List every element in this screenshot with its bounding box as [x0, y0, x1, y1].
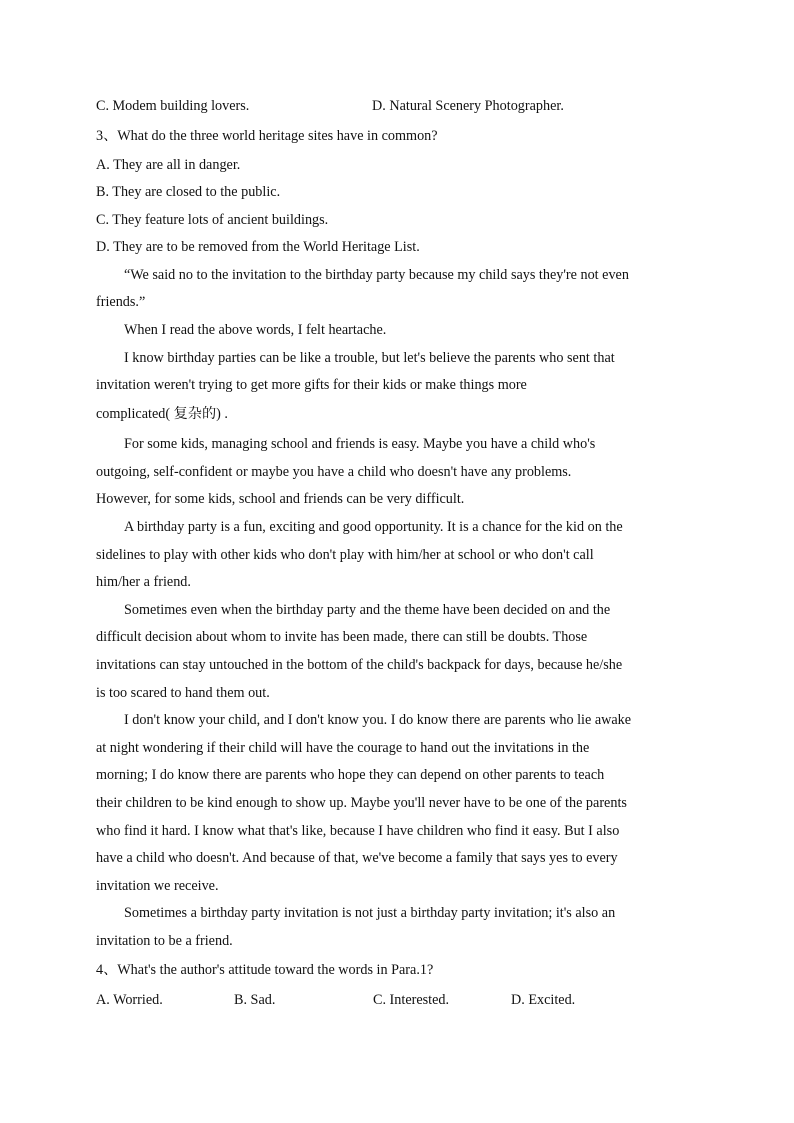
passage-line: invitation to be a friend.: [96, 933, 233, 949]
passage-line: I know birthday parties can be like a trouble, but let's believe the parents who sent that: [124, 350, 615, 366]
passage-line: invitation weren't trying to get more gifts for their kids or make things more: [96, 377, 527, 393]
passage-line: outgoing, self-confident or maybe you have a child who doesn't have any problems.: [96, 464, 572, 480]
q4-option-b: B. Sad.: [234, 992, 276, 1008]
q3-option-a: A. They are all in danger.: [96, 157, 241, 173]
passage-line: However, for some kids, school and friends can be very difficult.: [96, 491, 465, 507]
passage-line: morning; I do know there are parents who hope they can depend on other parents to teach: [96, 767, 605, 783]
q2-options-row: [96, 97, 696, 115]
q4-option-c: C. Interested.: [373, 992, 450, 1008]
passage-line: Sometimes even when the birthday party and the theme have been decided on and the: [124, 602, 611, 618]
passage-line: When I read the above words, I felt heartache.: [124, 322, 387, 338]
q3-option-c: C. They feature lots of ancient buildings.: [96, 212, 329, 228]
passage-line: him/her a friend.: [96, 574, 191, 590]
passage-line: sidelines to play with other kids who don't play with him/her at school or who don't call: [96, 547, 594, 563]
passage-line: at night wondering if their child will have the courage to hand out the invitations in the: [96, 740, 590, 756]
q4-options-row: [96, 991, 696, 1009]
passage-line: difficult decision about whom to invite has been made, there can still be doubts. Those: [96, 629, 588, 645]
passage-line: complicated( 复杂的) .: [96, 406, 228, 422]
passage-line: friends.”: [96, 294, 146, 310]
q2-option-d: D. Natural Scenery Photographer.: [372, 98, 564, 114]
passage-line: Sometimes a birthday party invitation is not just a birthday party invitation; it's also an: [124, 905, 616, 921]
passage-line: their children to be kind enough to show up. Maybe you'll never have to be one of the parents: [96, 795, 627, 811]
passage-line: invitations can stay untouched in the bottom of the child's backpack for days, because he/she: [96, 657, 623, 673]
q2-option-c: C. Modem building lovers.: [96, 98, 250, 114]
q3-option-b: B. They are closed to the public.: [96, 184, 281, 200]
passage-line: I don't know your child, and I don't know you. I do know there are parents who lie awake: [124, 712, 632, 728]
passage-line: have a child who doesn't. And because of that, we've become a family that says yes to every: [96, 850, 618, 866]
q3-option-d: D. They are to be removed from the World Heritage List.: [96, 239, 420, 255]
passage-line: invitation we receive.: [96, 878, 219, 894]
passage-line: For some kids, managing school and friends is easy. Maybe you have a child who's: [124, 436, 596, 452]
passage-line: A birthday party is a fun, exciting and good opportunity. It is a chance for the kid on the: [124, 519, 623, 535]
q4-question: 4、What's the author's attitude toward the words in Para.1?: [96, 962, 434, 978]
passage-line: is too scared to hand them out.: [96, 685, 270, 701]
q3-question: 3、What do the three world heritage sites have in common?: [96, 128, 438, 144]
passage-line: who find it hard. I know what that's like, because I have children who find it easy. But I also: [96, 823, 620, 839]
q4-option-d: D. Excited.: [511, 992, 576, 1008]
q4-option-a: A. Worried.: [96, 992, 163, 1008]
passage-line: “We said no to the invitation to the birthday party because my child says they're not even: [124, 267, 629, 283]
